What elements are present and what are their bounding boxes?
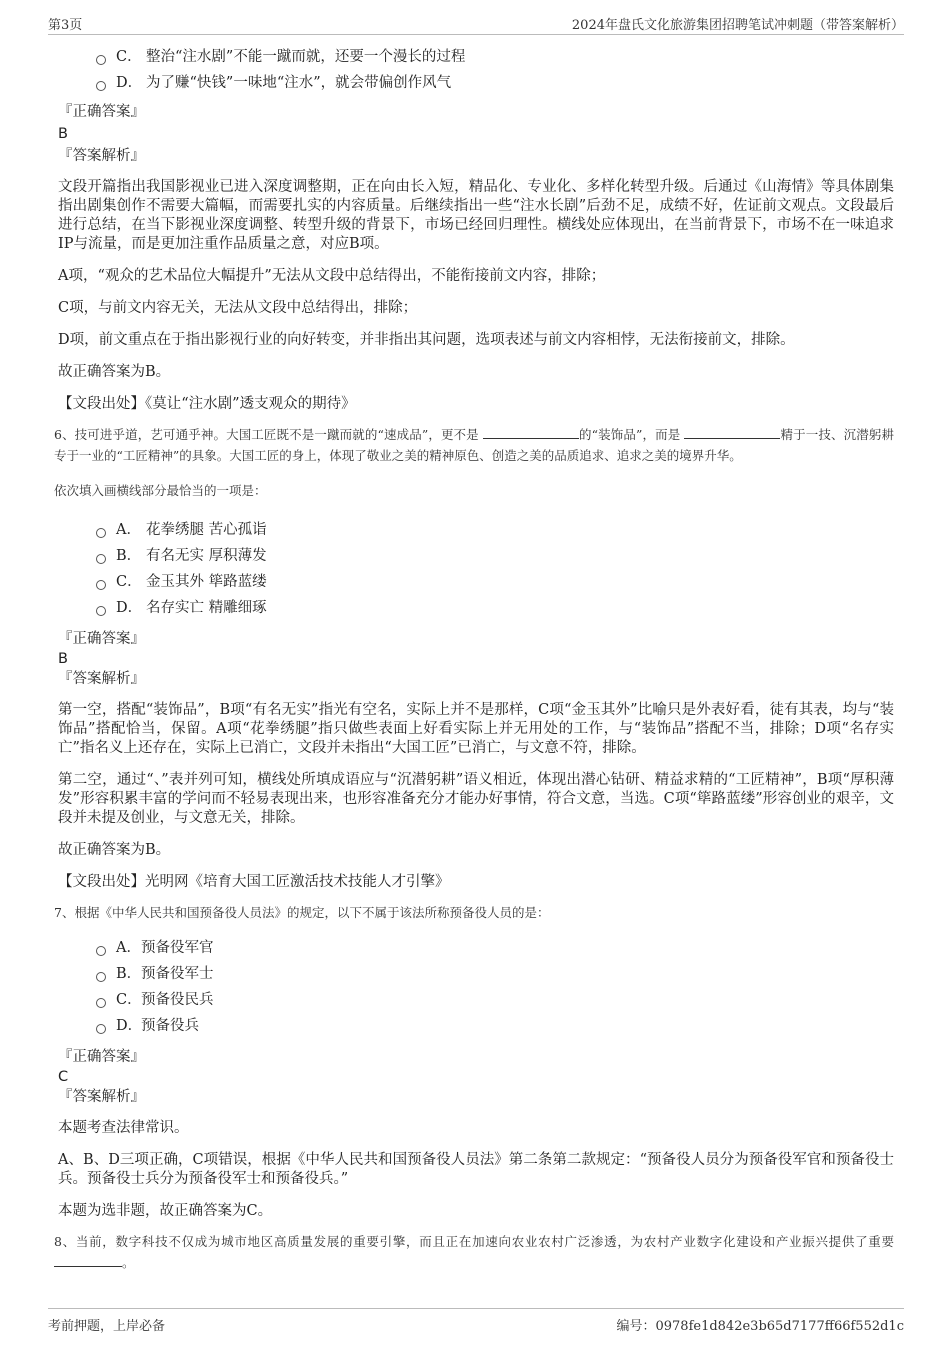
stem-part: 6、技可进乎道，艺可通乎神。大国工匠既不是一蹴而就的“速成品”，更不是	[54, 427, 479, 442]
radio-icon[interactable]	[96, 1024, 106, 1034]
analysis-paragraph: 故正确答案为B。	[58, 364, 171, 380]
answer-label: 『正确答案』	[58, 1049, 145, 1065]
analysis-paragraph: 第一空，搭配“装饰品”，B项“有名无实”指光有空名，实际上并不是那样，C项“金玉其外”比喻只是外表好看，徒有其表，均与“装饰品”搭配恰当，保留。A项“花拳绣腿”指只做些表面上好看实际上并无用处的工作，与“装饰品”搭配不当，排除；D项“名存实亡”指名义上还存在，实际上已消亡，文段并未指出“大国工匠”已消亡，与文意不符，排除。	[58, 702, 894, 756]
option-text: 预备役军士	[141, 966, 214, 982]
page-footer	[48, 1308, 904, 1337]
radio-icon[interactable]	[96, 55, 106, 65]
stem-part: 精于一技、沉潜躬耕专于一业的“工匠精神”的具象。大国工匠的身上，体现了敬业之美的精神原色、创造之美的品质追求、追求之美的境界升华。	[54, 427, 894, 463]
analysis-label: 『答案解析』	[58, 671, 145, 687]
fill-blank	[483, 426, 579, 439]
radio-icon[interactable]	[96, 580, 106, 590]
question-stem: 7、根据《中华人民共和国预备役人员法》的规定，以下不属于该法所称预备役人员的是：	[54, 905, 550, 920]
answer-label: 『正确答案』	[58, 631, 145, 647]
radio-icon[interactable]	[96, 528, 106, 538]
option-b[interactable]	[58, 961, 894, 987]
answer-label: 『正确答案』	[58, 104, 145, 120]
stem-part: 的“装饰品”，而是	[578, 427, 681, 442]
option-c[interactable]	[58, 44, 894, 70]
source-citation: 【文段出处】《莫让“注水剧”透支观众的期待》	[58, 396, 356, 412]
radio-icon[interactable]	[96, 998, 106, 1008]
option-text: 为了赚“快钱”一味地“注水”，就会带偏创作风气	[146, 75, 452, 91]
analysis-paragraph: C项，与前文内容无关，无法从文段中总结得出，排除；	[58, 300, 418, 316]
q7-options	[58, 935, 894, 1039]
option-a[interactable]	[58, 517, 894, 543]
analysis-paragraph: A、B、D三项正确，C项错误，根据《中华人民共和国预备役人员法》第二条第二款规定：“预备役人员分为预备役军官和预备役士兵。预备役士兵分为预备役军士和预备役兵。”	[58, 1152, 894, 1187]
page-content	[54, 44, 894, 1273]
fill-blank	[684, 426, 780, 439]
option-c[interactable]	[58, 569, 894, 595]
footer-slogan: 考前押题，上岸必备	[48, 1319, 166, 1334]
document-id: 编号：0978fe1d842e3b65d7177ff66f552d1c	[616, 1319, 904, 1334]
option-letter: A．	[116, 522, 141, 538]
correct-answer: C	[58, 1069, 69, 1085]
option-letter: C．	[116, 992, 142, 1008]
page-number: 第3页	[48, 18, 83, 33]
question-prompt: 依次填入画横线部分最恰当的一项是：	[54, 483, 267, 498]
option-text: 预备役军官	[141, 940, 214, 956]
option-letter: D．	[116, 1018, 143, 1034]
radio-icon[interactable]	[96, 81, 106, 91]
question-stem	[54, 1231, 894, 1273]
option-d[interactable]	[58, 1013, 894, 1039]
option-letter: A．	[116, 940, 141, 956]
option-text: 名存实亡 精雕细琢	[146, 600, 267, 616]
radio-icon[interactable]	[96, 554, 106, 564]
option-text: 花拳绣腿 苦心孤诣	[146, 522, 267, 538]
option-letter: C．	[116, 574, 142, 590]
option-text: 预备役兵	[141, 1018, 199, 1034]
page-header	[48, 10, 904, 35]
option-text: 金玉其外 筚路蓝缕	[146, 574, 267, 590]
option-letter: B．	[116, 548, 142, 564]
analysis-label: 『答案解析』	[58, 1089, 145, 1105]
stem-part: 8、当前，数字科技不仅成为城市地区高质量发展的重要引擎，而且正在加速向农业农村广泛渗透，为农村产业数字化建设和产业振兴提供了重要	[54, 1234, 894, 1249]
option-d[interactable]	[58, 70, 894, 96]
analysis-paragraph: A项，“观众的艺术品位大幅提升”无法从文段中总结得出，不能衔接前文内容，排除；	[58, 268, 606, 284]
option-text: 有名无实 厚积薄发	[146, 548, 267, 564]
radio-icon[interactable]	[96, 946, 106, 956]
radio-icon[interactable]	[96, 606, 106, 616]
option-d[interactable]	[58, 595, 894, 621]
option-letter: D．	[116, 600, 143, 616]
option-text: 预备役民兵	[141, 992, 214, 1008]
analysis-paragraph: 故正确答案为B。	[58, 842, 171, 858]
radio-icon[interactable]	[96, 972, 106, 982]
option-text: 整治“注水剧”不能一蹴而就，还要一个漫长的过程	[146, 49, 466, 65]
correct-answer: B	[58, 651, 68, 667]
analysis-label: 『答案解析』	[58, 148, 145, 164]
analysis-paragraph: 本题考查法律常识。	[58, 1120, 189, 1136]
option-a[interactable]	[58, 935, 894, 961]
option-b[interactable]	[58, 543, 894, 569]
question-stem	[54, 424, 894, 466]
option-letter: C．	[116, 49, 142, 65]
analysis-paragraph: 文段开篇指出我国影视业已进入深度调整期，正在向由长入短，精品化、专业化、多样化转型升级。后通过《山海情》等具体剧集指出剧集创作不需要大篇幅，而需要扎实的内容质量。后继续指出一些“注水长剧”后劲不足，成绩不好，佐证前文观点。文段最后进行总结，在当下影视业深度调整、转型升级的背景下，市场已经回归理性。横线处应体现出，在当前背景下，市场不在一味追求IP与流量，而是更加注重作品质量之意，对应B项。	[58, 179, 894, 252]
document-title: 2024年盘氏文化旅游集团招聘笔试冲刺题（带答案解析）	[571, 18, 904, 33]
q6-options	[58, 517, 894, 621]
analysis-paragraph: 第二空，通过“、”表并列可知，横线处所填成语应与“沉潜躬耕”语义相近，体现出潜心钻研、精益求精的“工匠精神”，B项“厚积薄发”形容积累丰富的学问而不轻易表现出来，也形容准备充分才能办好事情，符合文意，当选。C项“筚路蓝缕”形容创业的艰辛，文段并未提及创业，与文意无关，排除。	[58, 772, 894, 826]
analysis-paragraph: 本题为选非题，故正确答案为C。	[58, 1203, 273, 1219]
correct-answer: B	[58, 126, 68, 142]
source-citation: 【文段出处】光明网《培育大国工匠激活技术技能人才引擎》	[58, 874, 450, 890]
q5-options	[58, 44, 894, 96]
stem-end: 。	[122, 1255, 135, 1270]
option-letter: B．	[116, 966, 142, 982]
analysis-paragraph: D项，前文重点在于指出影视行业的向好转变，并非指出其问题，选项表述与前文内容相悖，无法衔接前文，排除。	[58, 332, 795, 348]
option-c[interactable]	[58, 987, 894, 1013]
fill-blank	[54, 1254, 122, 1267]
option-letter: D．	[116, 75, 143, 91]
